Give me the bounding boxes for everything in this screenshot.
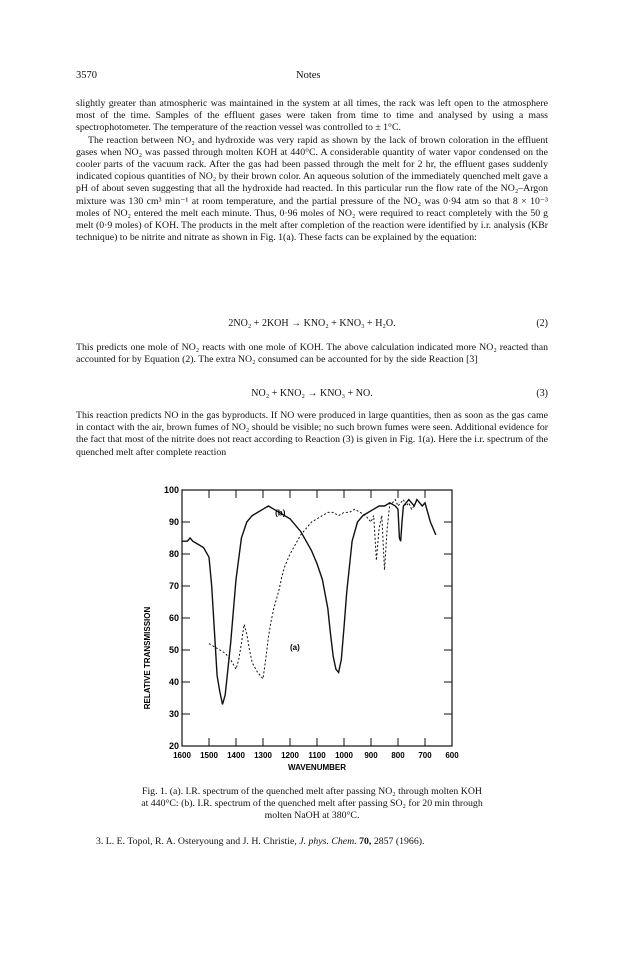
y-tick-label: 40 (168, 677, 179, 687)
annotation-b: (b) (275, 508, 286, 518)
y-tick-label: 60 (168, 613, 179, 623)
x-tick-label: 1300 (254, 751, 272, 760)
reference-journal: J. phys. Chem. (299, 836, 357, 847)
x-tick-label: 1500 (200, 751, 218, 760)
annotation-a: (a) (290, 643, 300, 652)
x-tick-label: 900 (364, 751, 378, 760)
paragraph-reaction: The reaction between NO₂ and hydroxide was very rapid as shown by the lack of brown coloration in the effluent gases when NO₂ was passed through molten KOH at 440°C. A considerable quantity of water vapor condensed on the cooler parts of the vacuum rack. After the gas had been passed through the melt for 2 hr, the effluent gases suddenly indicated copious quantities of NO₂ by their brown color. An aqueous solution of the immediately quenched melt gave a pH of about seven suggesting that all the hydroxide had reacted. In this particular run the flow rate of the NO₂–Argon mixture was 130 cm³ min⁻¹ at room temperature, and the partial pressure of the NO₂ was 0·94 atm so that 8 × 10⁻³ moles of NO₂ entered the melt each minute. Thus, 0·96 moles of NO₂ were required to react completely with the 50 g melt (0·9 moles) of KOH. The products in the melt after completion of the reaction were identified by i.r. analysis (KBr technique) to be nitrite and nitrate as shown in Fig. 1(a). These facts can be explained by the equation: (76, 134, 548, 244)
equation-3-number: (3) (536, 388, 548, 399)
x-tick-label: 1600 (173, 751, 191, 760)
ir-spectrum-figure (136, 480, 486, 780)
reference-volume: 70, (359, 836, 372, 847)
body-text-bottom (76, 410, 548, 459)
equation-2-number: (2) (536, 318, 548, 329)
y-axis-label: RELATIVE TRANSMISSION (143, 606, 152, 710)
y-tick-label: 80 (168, 549, 179, 559)
y-tick-label: 20 (168, 741, 179, 751)
reference-3 (96, 836, 546, 847)
paragraph-prediction: This predicts one mole of NO₂ reacts with one mole of KOH. The above calculation indicated more NO₂ reacted than accounted for by Equation (2). The extra NO₂ consumed can be accounted for by the side Reaction [3] (76, 342, 548, 366)
plot-area-frame (182, 490, 452, 746)
body-text-top (76, 98, 548, 244)
series-a-line (209, 500, 422, 679)
page-number: 3570 (76, 70, 97, 81)
x-tick-label: 600 (445, 751, 459, 760)
paragraph-continuation: slightly greater than atmospheric was maintained in the system at all times, the rack was left open to the atmosphere most of the time. Samples of the effluent gases were taken from time to time and analysed by using a mass spectrophotometer. The temperature of the reaction vessel was controlled to ± 1°C. (76, 98, 548, 134)
x-tick-label: 1400 (227, 751, 245, 760)
caption-line-3: molten NaOH at 380°C. (264, 810, 360, 821)
equation-2 (76, 318, 548, 331)
reference-authors: 3. L. E. Topol, R. A. Osteryoung and J. H. Christie, (96, 836, 297, 847)
x-tick-label: 800 (391, 751, 405, 760)
equation-3 (76, 388, 548, 401)
equation-2-body: 2NO₂ + 2KOH → KNO₂ + KNO₃ + H₂O. (228, 318, 396, 329)
x-tick-label: 1100 (308, 751, 326, 760)
x-axis-label: WAVENUMBER (287, 763, 347, 772)
body-text-middle (76, 342, 548, 366)
series-b-line (182, 500, 436, 705)
reference-pages: 2857 (1966). (373, 836, 425, 847)
x-tick-label: 1000 (335, 751, 353, 760)
figure-caption (100, 786, 524, 822)
y-tick-label: 90 (168, 517, 179, 527)
y-tick-label: 100 (163, 485, 179, 495)
equation-3-body: NO₂ + KNO₂ → KNO₃ + NO. (251, 388, 373, 399)
y-tick-label: 70 (168, 581, 179, 591)
y-tick-label: 50 (168, 645, 179, 655)
page-header (76, 70, 546, 84)
paragraph-evidence: This reaction predicts NO in the gas byproducts. If NO were produced in large quantities, then as soon as the gas came in contact with the air, brown fumes of NO₂ should be visible; no such brown fumes were seen. Additional evidence for the fact that most of the nitrite does not react according to Reaction (3) is given in Fig. 1(a). Here the i.r. spectrum of the quenched melt after complete reaction (76, 410, 548, 458)
caption-line-2: at 440°C: (b). I.R. spectrum of the quenched melt after passing SO₂ for 20 min through (141, 798, 483, 809)
x-tick-label: 1200 (281, 751, 299, 760)
caption-line-1: Fig. 1. (a). I.R. spectrum of the quenched melt after passing NO₂ through molten KOH (142, 786, 482, 797)
y-tick-label: 30 (168, 709, 179, 719)
running-head: Notes (296, 70, 321, 81)
x-tick-label: 700 (418, 751, 432, 760)
